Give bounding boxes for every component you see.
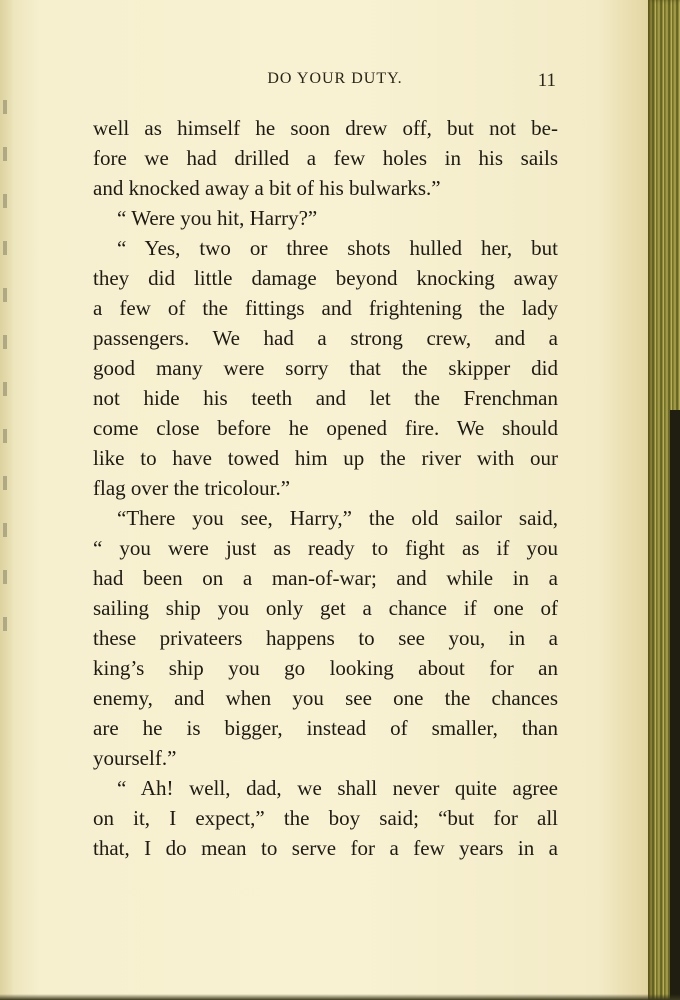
text-line: are he is bigger, instead of smaller, than [93,716,558,740]
text-line: “ Ah! well, dad, we shall never quite agree [117,776,558,800]
running-head: DO YOUR DUTY. [267,70,403,87]
page-number: 11 [537,70,556,91]
text-line: and knocked away a bit of his bulwarks.” [93,176,441,200]
text-line: flag over the tricolour.” [93,476,291,500]
text-line: yourself.” [93,746,177,770]
text-line: sailing ship you only get a chance if one of [93,596,558,620]
text-line: not hide his teeth and let the Frenchman [93,386,558,410]
text-line: had been on a man-of-war; and while in a [93,566,558,590]
text-line: king’s ship you go looking about for an [93,656,558,680]
text-line: passengers. We had a strong crew, and a [93,326,558,350]
book-cover-edge [670,410,680,1000]
bleed-through-marks [0,100,12,620]
page-header [94,70,556,94]
text-line: “ Yes, two or three shots hulled her, but [117,236,558,260]
page-bottom-shadow [0,994,680,1000]
text-line: like to have towed him up the river with our [93,446,558,470]
text-line: they did little damage beyond knocking away [93,266,558,290]
text-line: well as himself he soon drew off, but not be- [93,116,558,140]
text-line: fore we had drilled a few holes in his sails [93,146,558,170]
text-line: “ you were just as ready to fight as if you [93,536,558,560]
body-text [93,113,558,863]
text-line: enemy, and when you see one the chances [93,686,558,710]
text-line: that, I do mean to serve for a few years in a [93,836,558,860]
text-line: good many were sorry that the skipper did [93,356,558,380]
text-line: on it, I expect,” the boy said; “but for all [93,806,558,830]
text-line: “There you see, Harry,” the old sailor said, [117,506,558,530]
text-line: “ Were you hit, Harry?” [117,206,318,230]
text-line: come close before he opened fire. We should [93,416,558,440]
text-line: a few of the fittings and frightening the lady [93,296,558,320]
text-line: these privateers happens to see you, in a [93,626,558,650]
